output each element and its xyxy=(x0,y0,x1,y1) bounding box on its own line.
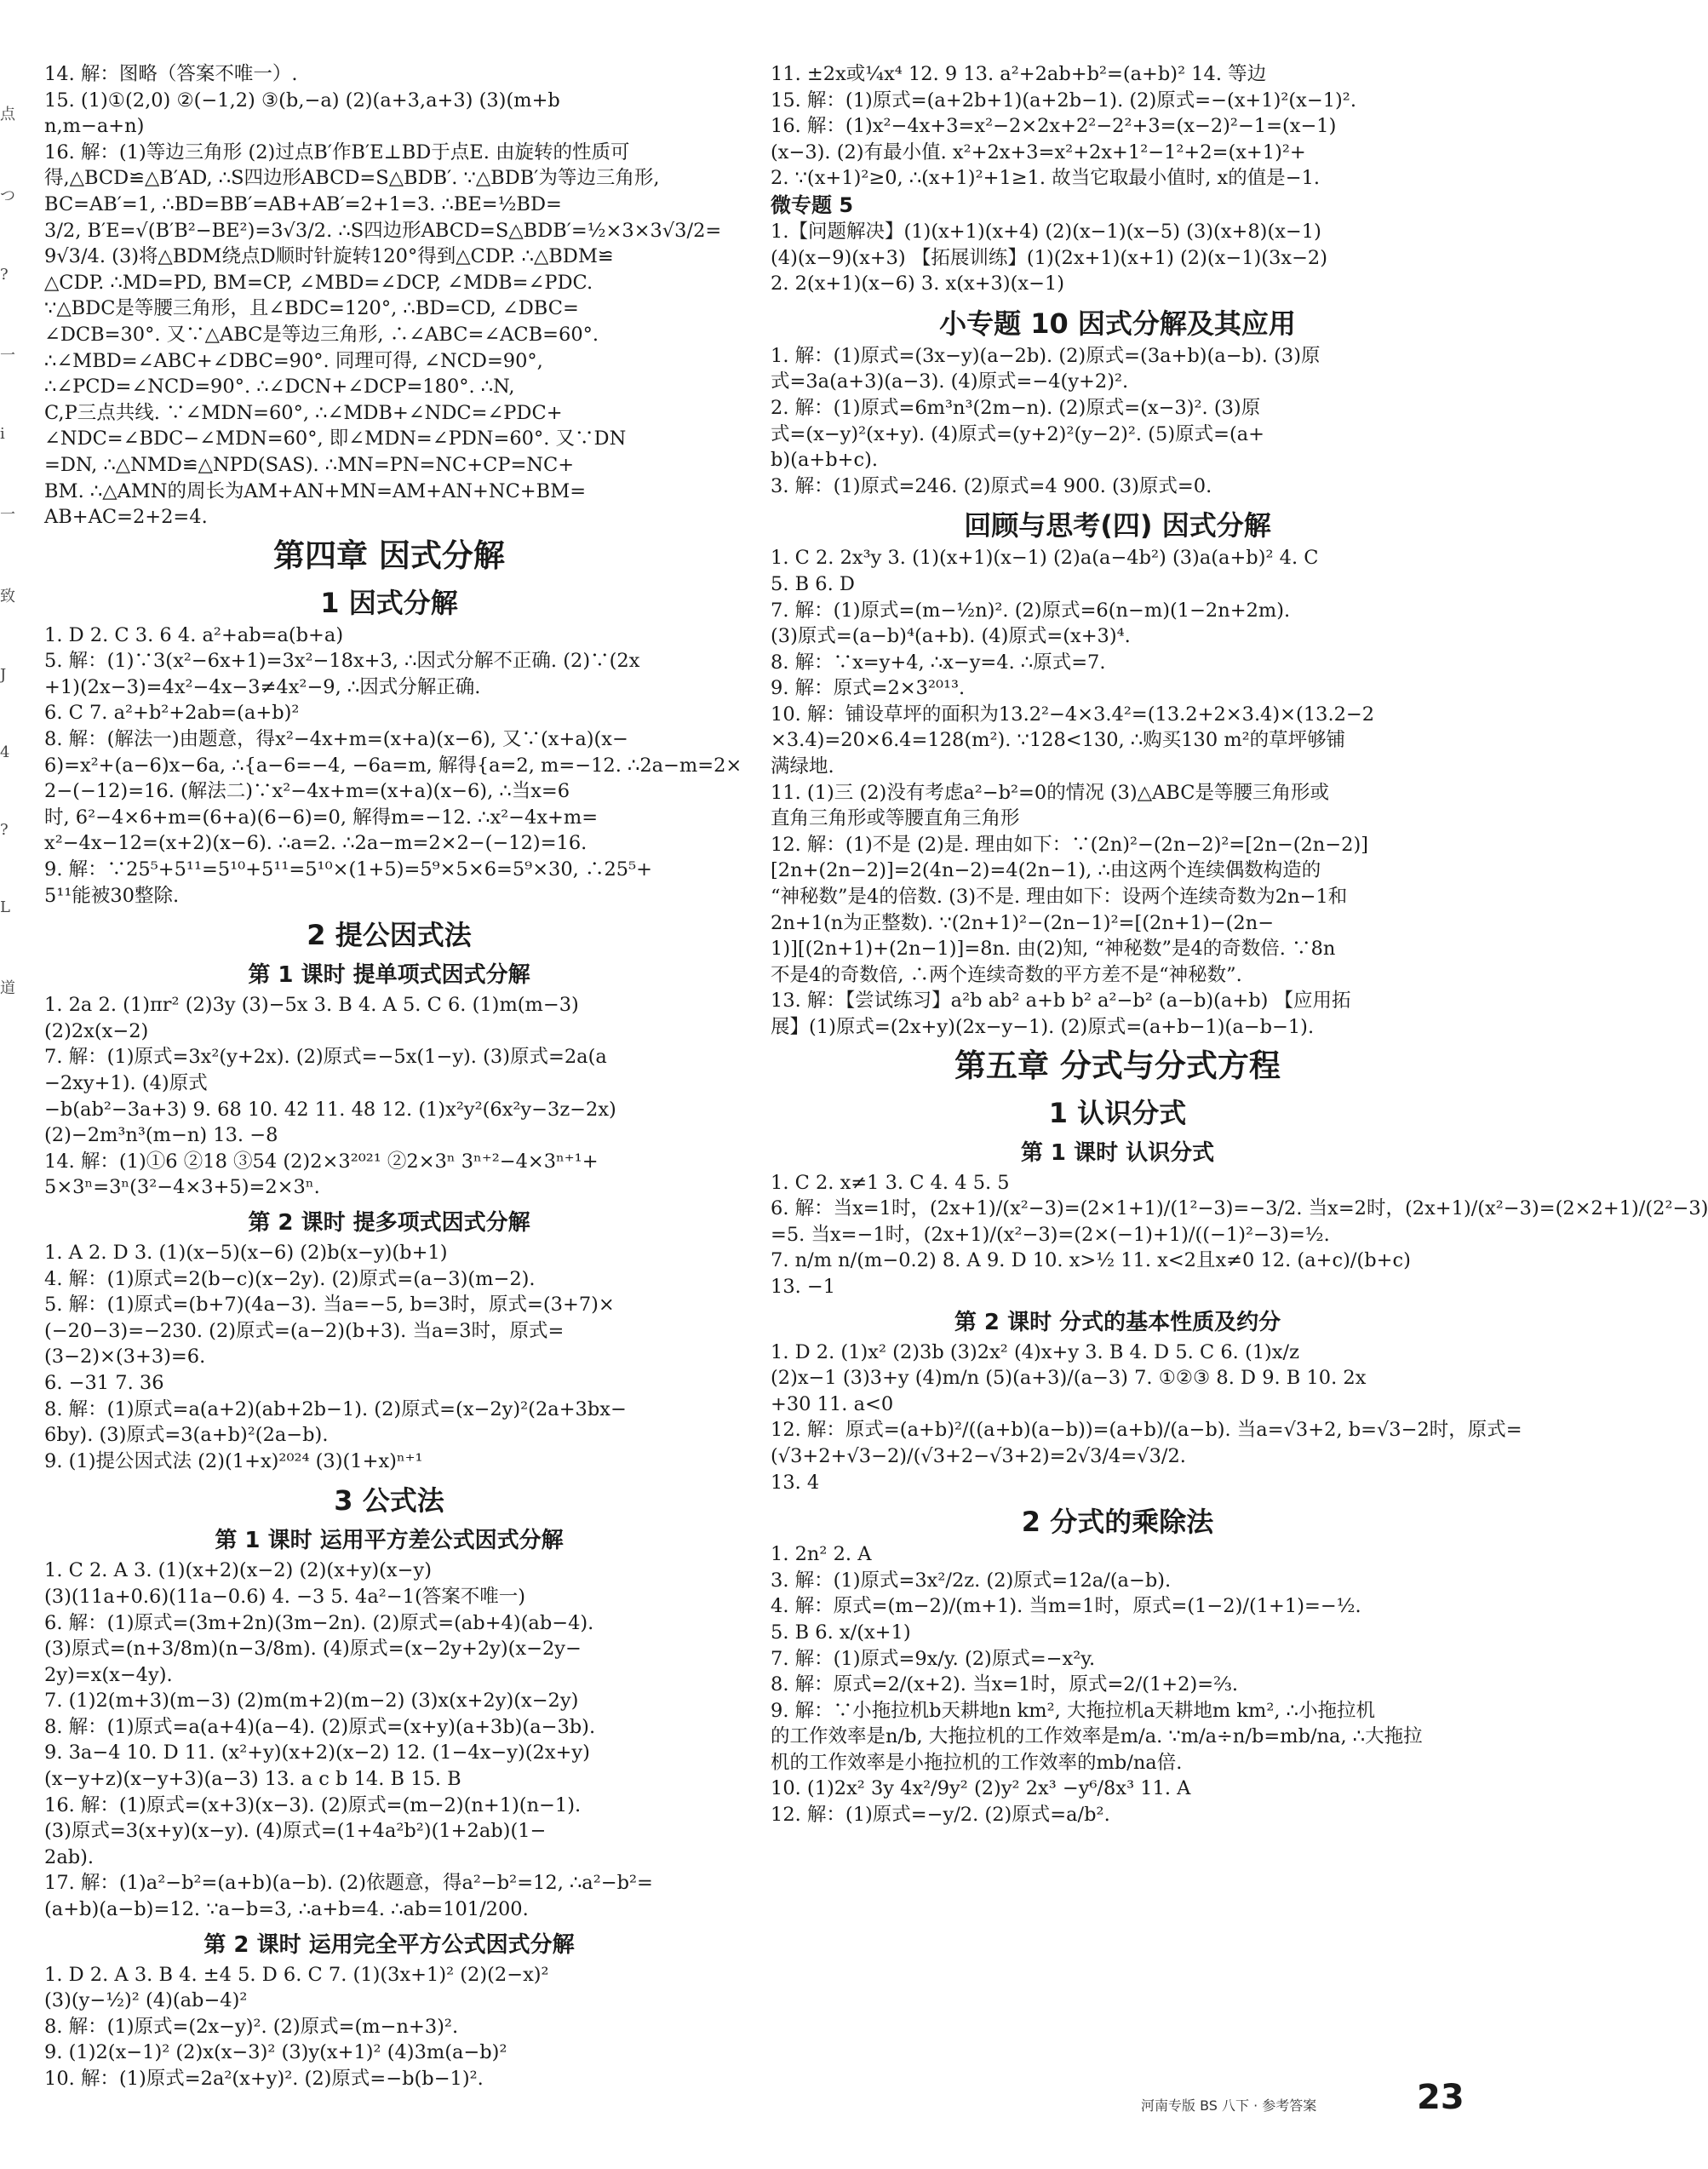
answer-line: 10. (1)2x² 3y 4x²/9y² (2)y² 2x³ −y⁶/8x³ 11. A xyxy=(771,1777,1191,1800)
section-heading: 第四章 因式分解 xyxy=(273,537,505,574)
answer-line: 7. 解：(1)原式=(m−½n)². (2)原式=6(n−m)(1−2n+2m). xyxy=(771,599,1291,622)
answer-line: (2)2x(x−2) xyxy=(44,1019,149,1042)
answer-line: (2)x−1 (3)3+y (4)m/n (5)(a+3)/(a−3) 7. ①②③ 8. D 9. B 10. 2x xyxy=(771,1367,1367,1390)
answer-line: 4. 解：原式=(m−2)/(m+1). 当m=1时，原式=(1−2)/(1+1)=−½. xyxy=(771,1595,1361,1618)
answer-line: [2n+(2n−2)]=2(4n−2)=4(2n−1), ∴由这两个连续偶数构造的 xyxy=(771,859,1321,882)
section-heading: 小专题 10 因式分解及其应用 xyxy=(939,307,1296,340)
answer-line: (√3+2+√3−2)/(√3+2−√3+2)=2√3/4=√3/2. xyxy=(771,1444,1186,1467)
answer-line: 7. 解：(1)原式=9x/y. (2)原式=−x²y. xyxy=(771,1647,1096,1670)
answer-line: 7. 解：(1)原式=3x²(y+2x). (2)原式=−5x(1−y). (3)原式=2a(a xyxy=(44,1046,607,1069)
answer-line: 1.【问题解决】(1)(x+1)(x+4) (2)(x−1)(x−5) (3)(x+8)(x−1) xyxy=(771,220,1321,243)
left-column xyxy=(44,61,742,2092)
answer-line: 2. 2(x+1)(x−6) 3. x(x+3)(x−1) xyxy=(771,273,1065,296)
answer-line: 8. 解：(1)原式=(2x−y)². (2)原式=(m−n+3)². xyxy=(44,2015,459,2038)
answer-line: 6by). (3)原式=3(a+b)²(2a−b). xyxy=(44,1424,329,1447)
section-heading: 3 公式法 xyxy=(334,1484,444,1518)
answer-line: ∠DCB=30°. 又∵△ABC是等边三角形, ∴∠ABC=∠ACB=60°. xyxy=(44,323,599,346)
answer-line: 16. 解：(1)原式=(x+3)(x−3). (2)原式=(m−2)(n+1)(n−1). xyxy=(44,1793,582,1816)
answer-line: AB+AC=2+2=4. xyxy=(44,506,208,529)
answer-line: 直角三角形或等腰直角三角形 xyxy=(771,807,1020,830)
answer-line: 的工作效率是n/b, 大拖拉机的工作效率是m/a. ∵m/a÷n/b=mb/na, ∴大拖拉 xyxy=(771,1725,1423,1748)
answer-line: ∵△BDC是等腰三角形，且∠BDC=120°, ∴BD=CD, ∠DBC= xyxy=(44,297,579,320)
answer-line: 6)=x²+(a−6)x−6a, ∴{a−6=−4, −6a=m, 解得{a=2, m=−12. ∴2a−m=2× xyxy=(44,754,742,777)
margin-mark: 一 xyxy=(0,506,15,524)
answer-line: 3/2, B′E=√(B′B²−BE²)=3√3/2. ∴S四边形ABCD=S△BDB′=½×3×3√3/2= xyxy=(44,219,722,242)
answer-line: 2. ∵(x+1)²≥0, ∴(x+1)²+1≥1. 故当它取最小值时, x的值是−1. xyxy=(771,167,1321,190)
answer-line: 8. 解：(1)原式=a(a+2)(ab+2b−1). (2)原式=(x−2y)²(2a+3bx− xyxy=(44,1397,627,1420)
answer-line: −2xy+1). (4)原式 xyxy=(44,1072,208,1094)
answer-line: 15. (1)①(2,0) ②(−1,2) ③(b,−a) (2)(a+3,a+3) (3)(m+b xyxy=(44,89,560,112)
margin-mark: 4 xyxy=(0,743,10,761)
answer-line: 8. 解：(1)原式=a(a+4)(a−4). (2)原式=(x+y)(a+3b)(a−3b). xyxy=(44,1715,596,1738)
answer-line: =5. 当x=−1时，(2x+1)/(x²−3)=(2×(−1)+1)/((−1)²−3)=½. xyxy=(771,1223,1330,1246)
answer-line: 5×3ⁿ=3ⁿ(3²−4×3+5)=2×3ⁿ. xyxy=(44,1176,320,1199)
answer-line: 6. C 7. a²+b²+2ab=(a+b)² xyxy=(44,702,300,725)
answer-line: BM. ∴△AMN的周长为AM+AN+MN=AM+AN+NC+BM= xyxy=(44,479,587,502)
answer-line: 4. 解：(1)原式=2(b−c)(x−2y). (2)原式=(a−3)(m−2). xyxy=(44,1267,536,1290)
section-heading: 第 1 课时 认识分式 xyxy=(1020,1139,1215,1166)
answer-line: 5. 解：(1)原式=(b+7)(4a−3). 当a=−5, b=3时，原式=(3+7)× xyxy=(44,1294,615,1317)
answer-line: 7. (1)2(m+3)(m−3) (2)m(m+2)(m−2) (3)x(x+2y)(x−2y) xyxy=(44,1690,579,1713)
answer-line: 16. 解：(1)等边三角形 (2)过点B′作B′E⊥BD于点E. 由旋转的性质可 xyxy=(44,141,630,164)
answer-line: (3)(11a+0.6)(11a−0.6) 4. −3 5. 4a²−1(答案不唯一) xyxy=(44,1585,526,1608)
page-number: 23 xyxy=(1417,2078,1464,2117)
answer-line: (3)(y−½)² (4)(ab−4)² xyxy=(44,1989,248,2012)
answer-line: 1. A 2. D 3. (1)(x−5)(x−6) (2)b(x−y)(b+1) xyxy=(44,1241,448,1264)
answer-line: (3)原式=(a−b)⁴(a+b). (4)原式=(x+3)⁴. xyxy=(771,625,1131,648)
margin-mark: ? xyxy=(0,821,9,839)
margin-mark: J xyxy=(0,666,7,684)
answer-line: 1. C 2. x≠1 3. C 4. 4 5. 5 xyxy=(771,1171,1010,1194)
section-heading: 1 因式分解 xyxy=(320,586,458,619)
answer-line: 13. 4 xyxy=(771,1471,820,1494)
answer-line: 1. D 2. A 3. B 4. ±4 5. D 6. C 7. (1)(3x+1)² (2)(2−x)² xyxy=(44,1963,549,1986)
answer-line: +1)(2x−3)=4x²−4x−3≠4x²−9, ∴因式分解正确. xyxy=(44,675,481,698)
answer-line: 不是4的奇数倍, ∴两个连续奇数的平方差不是“神秘数”. xyxy=(771,963,1242,986)
margin-mark: つ xyxy=(0,187,15,205)
answer-line: 2−(−12)=16. (解法二)∵x²−4x+m=(x+a)(x−6), ∴当x=6 xyxy=(44,780,570,803)
footer-text: 河南专版 BS 八下 · 参考答案 xyxy=(1141,2097,1317,2114)
answer-line: 机的工作效率是小拖拉机的工作效率的mb/na倍. xyxy=(771,1751,1183,1774)
answer-line: (x−3). (2)有最小值. x²+2x+3=x²+2x+1²−1²+2=(x+1)²+ xyxy=(771,141,1306,164)
answer-line: 2n+1(n为正整数). ∵(2n+1)²−(2n−1)²=[(2n+1)−(2n− xyxy=(771,911,1275,934)
answer-line: 11. (1)三 (2)没有考虑a²−b²=0的情况 (3)△ABC是等腰三角形或 xyxy=(771,781,1329,804)
answer-line: 9. (1)2(x−1)² (2)x(x−3)² (3)y(x+1)² (4)3m(a−b)² xyxy=(44,2041,507,2064)
margin-mark: 致 xyxy=(0,588,15,605)
answer-line: 1)][(2n+1)+(2n−1)]=8n. 由(2)知, “神秘数”是4的奇数倍. ∵8n xyxy=(771,938,1336,961)
answer-line: =DN, ∴△NMD≌△NPD(SAS). ∴MN=PN=NC+CP=NC+ xyxy=(44,453,575,476)
section-heading: 2 分式的乘除法 xyxy=(1021,1506,1214,1539)
answer-line: 1. 2a 2. (1)πr² (2)3y (3)−5x 3. B 4. A 5. C 6. (1)m(m−3) xyxy=(44,994,579,1017)
answer-line: 15. 解：(1)原式=(a+2b+1)(a+2b−1). (2)原式=−(x+1)²(x−1)². xyxy=(771,89,1356,112)
answer-line: 13. 解：【尝试练习】a²b ab² a+b b² a²−b² (a−b)(a+b) 【应用拓 xyxy=(771,990,1351,1013)
answer-line: 17. 解：(1)a²−b²=(a+b)(a−b). (2)依题意，得a²−b²=12, ∴a²−b²= xyxy=(44,1872,653,1895)
margin-mark: i xyxy=(0,425,5,443)
answer-line: 2y)=x(x−4y). xyxy=(44,1663,173,1686)
answer-line: (3)原式=(n+3/8m)(n−3/8m). (4)原式=(x−2y+2y)(x−2y− xyxy=(44,1638,582,1661)
answer-line: 12. 解：(1)不是 (2)是. 理由如下：∵(2n)²−(2n−2)²=[2n−(2n−2)] xyxy=(771,833,1369,856)
answer-line: b)(a+b+c). xyxy=(771,449,879,472)
margin-mark: 点 xyxy=(0,106,15,123)
answer-line: 1. 解：(1)原式=(3x−y)(a−2b). (2)原式=(3a+b)(a−b). (3)原 xyxy=(771,344,1321,367)
answer-line: 1. C 2. A 3. (1)(x+2)(x−2) (2)(x+y)(x−y) xyxy=(44,1559,432,1582)
answer-line: 9. (1)提公因式法 (2)(1+x)²⁰²⁴ (3)(1+x)ⁿ⁺¹ xyxy=(44,1449,423,1472)
answer-line: x²−4x−12=(x+2)(x−6). ∴a=2. ∴2a−m=2×2−(−12)=16. xyxy=(44,832,587,855)
answer-line: 式=(x−y)²(x+y). (4)原式=(y+2)²(y−2)². (5)原式=(a+ xyxy=(771,422,1265,445)
answer-line: BC=AB′=1, ∴BD=BB′=AB+AB′=2+1=3. ∴BE=½BD= xyxy=(44,192,562,215)
answer-line: (a+b)(a−b)=12. ∵a−b=3, ∴a+b=4. ∴ab=101/200. xyxy=(44,1898,529,1921)
answer-line: 9. 解：∵小拖拉机b天耕地n km², 大拖拉机a天耕地m km², ∴小拖拉机 xyxy=(771,1699,1375,1722)
answer-line: 1. 2n² 2. A xyxy=(771,1543,872,1566)
answer-line: 14. 解：图略（答案不唯一）. xyxy=(44,63,298,85)
section-heading: 微专题 5 xyxy=(771,192,854,217)
section-heading: 第五章 分式与分式方程 xyxy=(954,1047,1281,1084)
section-heading: 回顾与思考(四) 因式分解 xyxy=(964,509,1271,542)
answer-line: 9. 3a−4 10. D 11. (x²+y)(x+2)(x−2) 12. (1−4x−y)(2x+y) xyxy=(44,1742,590,1764)
right-column xyxy=(771,61,1708,1828)
answer-line: 16. 解：(1)x²−4x+3=x²−2×2x+2²−2²+3=(x−2)²−1=(x−1) xyxy=(771,115,1337,138)
section-heading: 第 1 课时 提单项式因式分解 xyxy=(248,962,530,989)
answer-line: 9√3/4. (3)将△BDM绕点D顺时针旋转120°得到△CDP. ∴△BDM≌ xyxy=(44,245,614,268)
answer-line: 2ab). xyxy=(44,1845,95,1868)
answer-line: (2)−2m³n³(m−n) 13. −8 xyxy=(44,1124,278,1147)
answer-line: (3)原式=3(x+y)(x−y). (4)原式=(1+4a²b²)(1+2ab)(1− xyxy=(44,1820,547,1843)
answer-line: 1. C 2. 2x³y 3. (1)(x+1)(x−1) (2)a(a−4b²) (3)a(a+b)² 4. C xyxy=(771,547,1319,570)
margin-mark: ? xyxy=(0,266,9,284)
answer-line: 展】(1)原式=(2x+y)(2x−y−1). (2)原式=(a+b−1)(a−b−1). xyxy=(771,1016,1315,1038)
margin-mark: 一 xyxy=(0,347,15,364)
answer-line: 6. 解：(1)原式=(3m+2n)(3m−2n). (2)原式=(ab+4)(ab−4). xyxy=(44,1611,594,1634)
answer-line: 8. 解：原式=2/(x+2). 当x=1时，原式=2/(1+2)=⅔. xyxy=(771,1673,1239,1696)
answer-line: 9. 解：原式=2×3²⁰¹³. xyxy=(771,677,966,700)
answer-line: (x−y+z)(x−y+3)(a−3) 13. a c b 14. B 15. B xyxy=(44,1768,461,1791)
answer-line: 6. 解：当x=1时，(2x+1)/(x²−3)=(2×1+1)/(1²−3)=−3/2. 当x=2时，(2x+1)/(x²−3)=(2×2+1)/(2²−3) xyxy=(771,1197,1708,1220)
answer-line: 5¹¹能被30整除. xyxy=(44,884,180,907)
answer-line: 5. 解：(1)∵3(x²−6x+1)=3x²−18x+3, ∴因式分解不正确. (2)∵(2x xyxy=(44,650,640,673)
answer-line: n,m−a+n) xyxy=(44,115,145,138)
answer-line: −b(ab²−3a+3) 9. 68 10. 42 11. 48 12. (1)x²y²(6x²y−3z−2x) xyxy=(44,1098,616,1121)
section-heading: 1 认识分式 xyxy=(1048,1096,1187,1129)
answer-line: 13. −1 xyxy=(771,1275,836,1298)
answer-line: 3. 解：(1)原式=3x²/2z. (2)原式=12a/(a−b). xyxy=(771,1569,1172,1592)
section-heading: 第 2 课时 分式的基本性质及约分 xyxy=(954,1309,1281,1335)
answer-line: (4)(x−9)(x+3) 【拓展训练】(1)(2x+1)(x+1) (2)(x−1)(3x−2) xyxy=(771,246,1328,269)
answer-line: 8. 解：(解法一)由题意，得x²−4x+m=(x+a)(x−6), 又∵(x+a)(x− xyxy=(44,728,628,751)
answer-line: 得,△BCD≌△B′AD, ∴S四边形ABCD=S△BDB′. ∵△BDB′为等边三角形, xyxy=(44,167,660,190)
answer-line: 2. 解：(1)原式=6m³n³(2m−n). (2)原式=(x−3)². (3)原 xyxy=(771,396,1261,419)
answer-line: 12. 解：原式=(a+b)²/((a+b)(a−b))=(a+b)/(a−b). 当a=√3+2, b=√3−2时，原式= xyxy=(771,1419,1522,1442)
answer-line: 6. −31 7. 36 xyxy=(44,1371,164,1394)
answer-line: 10. 解：铺设草坪的面积为13.2²−4×3.4²=(13.2+2×3.4)×(13.2−2 xyxy=(771,703,1375,726)
answer-line: +30 11. a<0 xyxy=(771,1392,894,1415)
answer-line: 满绿地. xyxy=(771,755,834,778)
answer-line: 1. D 2. C 3. 6 4. a²+ab=a(b+a) xyxy=(44,623,344,646)
answer-line: 12. 解：(1)原式=−y/2. (2)原式=a/b². xyxy=(771,1804,1110,1827)
margin-mark: L xyxy=(0,898,10,916)
answer-line: 1. D 2. (1)x² (2)3b (3)2x² (4)x+y 3. B 4. D 5. C 6. (1)x/z xyxy=(771,1340,1299,1363)
answer-line: (3−2)×(3+3)=6. xyxy=(44,1346,206,1369)
answer-line: (−20−3)=−230. (2)原式=(a−2)(b+3). 当a=3时，原式= xyxy=(44,1319,565,1342)
answer-line: “神秘数”是4的倍数. (3)不是. 理由如下：设两个连续奇数为2n−1和 xyxy=(771,886,1348,909)
answer-line: 14. 解：(1)①6 ②18 ③54 (2)2×3²⁰²¹ ②2×3ⁿ 3ⁿ⁺²−4×3ⁿ⁺¹+ xyxy=(44,1150,599,1173)
left-margin-marks xyxy=(0,102,15,1058)
answer-line: 10. 解：(1)原式=2a²(x+y)². (2)原式=−b(b−1)². xyxy=(44,2068,484,2090)
answer-line: 5. B 6. x/(x+1) xyxy=(771,1621,911,1644)
margin-mark: 道 xyxy=(0,979,15,997)
answer-line: ∴∠MBD=∠ABC+∠DBC=90°. 同理可得, ∠NCD=90°, xyxy=(44,349,543,372)
answer-line: C,P三点共线. ∵∠MDN=60°, ∴∠MDB+∠NDC=∠PDC+ xyxy=(44,401,563,424)
answer-line: 9. 解：∵25⁵+5¹¹=5¹⁰+5¹¹=5¹⁰×(1+5)=5⁹×5×6=5⁹×30, ∴25⁵+ xyxy=(44,858,652,881)
section-heading: 第 2 课时 运用完全平方公式因式分解 xyxy=(203,1931,575,1958)
answer-line: 11. ±2x或¼x⁴ 12. 9 13. a²+2ab+b²=(a+b)² 14. 等边 xyxy=(771,63,1267,85)
answer-line: ×3.4)=20×6.4=128(m²). ∵128<130, ∴购买130 m²的草坪够铺 xyxy=(771,729,1346,752)
answer-line: △CDP. ∴MD=PD, BM=CP, ∠MBD=∠DCP, ∠MDB=∠PDC. xyxy=(44,271,593,294)
answer-line: ∴∠PCD=∠NCD=90°. ∴∠DCN+∠DCP=180°. ∴N, xyxy=(44,376,515,399)
section-heading: 第 2 课时 提多项式因式分解 xyxy=(248,1209,530,1236)
section-heading: 第 1 课时 运用平方差公式因式分解 xyxy=(215,1528,564,1554)
answer-line: 5. B 6. D xyxy=(771,572,855,595)
section-heading: 2 提公因式法 xyxy=(307,919,472,952)
answer-line: 3. 解：(1)原式=246. (2)原式=4 900. (3)原式=0. xyxy=(771,474,1212,497)
answer-line: 时, 6²−4×6+m=(6+a)(6−6)=0, 解得m=−12. ∴x²−4x+m= xyxy=(44,806,599,829)
answer-line: ∠NDC=∠BDC−∠MDN=60°, 即∠MDN=∠PDN=60°. 又∵DN xyxy=(44,427,627,450)
answer-line: 8. 解：∵x=y+4, ∴x−y=4. ∴原式=7. xyxy=(771,651,1106,674)
answer-line: 7. n/m n/(m−0.2) 8. A 9. D 10. x>½ 11. x<2且x≠0 12. (a+c)/(b+c) xyxy=(771,1249,1411,1272)
answer-line: 式=3a(a+3)(a−3). (4)原式=−4(y+2)². xyxy=(771,370,1129,393)
